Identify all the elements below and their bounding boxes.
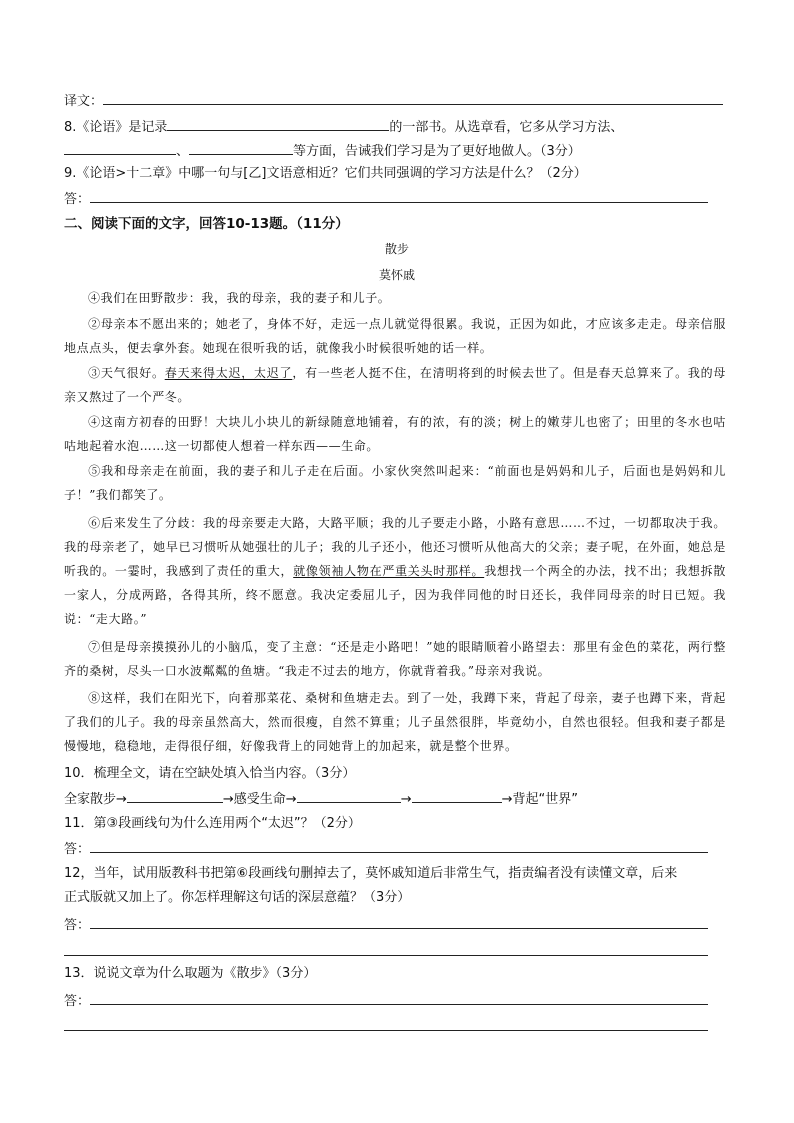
q10-blank-3[interactable]	[412, 788, 502, 803]
q13-extra-answer-rule[interactable]	[64, 1030, 708, 1031]
q9-answer-blank[interactable]	[90, 188, 708, 203]
q10-blank-1[interactable]	[127, 788, 223, 803]
essay-paragraph-1	[64, 286, 726, 310]
q10-flow-3: →	[400, 792, 412, 807]
q7-answer-blank[interactable]	[103, 90, 723, 105]
q8-text-3: 、	[176, 144, 190, 159]
essay-paragraph-6-text-b: 我想找一个两全的办法，找不出；我想拆散一家人，分成两路，各得其所，终不愿意。我决定委屈儿子，因为我伴同他的时日还长，我伴同母亲的时日已短。我说：“走大路。”	[64, 564, 726, 626]
q8-blank-3[interactable]	[189, 140, 293, 155]
q7-translation-line	[64, 90, 723, 112]
q8-text-1: 8.《论语》是记录	[64, 120, 168, 135]
q10-flow-1: 全家散步→	[64, 792, 127, 807]
essay-paragraph-1-text: ④我们在田野散步：我，我的母亲，我的妻子和儿子。	[88, 291, 391, 305]
essay-paragraph-3-text-a: ③天气很好。	[88, 366, 165, 380]
essay-title: 散步	[384, 242, 409, 256]
essay-paragraph-6-text-a: ⑥后来发生了分歧：我的母亲要走大路，大路平顺；我的儿子要走小路，小路有意思……不过，一切都取决于我。我的母亲老了，她早已习惯听从她强壮的儿子；我的儿子还小，他还习惯听从他高大的父亲；妻子呢，在外面，她总是听我的。一霎时，我感到了责任的重大，	[64, 516, 726, 578]
q8-line-1	[64, 116, 623, 138]
q10-flow-line	[64, 788, 578, 810]
essay-paragraph-3-underlined: 春天来得太迟，太迟了	[164, 366, 293, 380]
q13-answer-line	[64, 990, 708, 1012]
q10-question: 10．梳理全文，请在空缺处填入恰当内容。（3分）	[64, 766, 356, 781]
essay-paragraph-3	[64, 361, 726, 409]
q10-flow-2: →感受生命→	[222, 792, 297, 807]
q11-answer-line	[64, 838, 708, 860]
q13-question: 13．说说文章为什么取题为《散步》（3分）	[64, 966, 317, 981]
essay-paragraph-6-underlined: 就像领袖人物在严重关头时那样。	[293, 564, 485, 578]
essay-paragraph-5	[64, 459, 726, 507]
essay-paragraph-7-text: ⑦但是母亲摸摸孙儿的小脑瓜，变了主意：“还是走小路吧！”她的眼睛顺着小路望去：那里有金色的菜花，两行整齐的桑树，尽头一口水波粼粼的鱼塘。“我走不过去的地方，你就背着我。”母亲对我说。	[64, 640, 726, 678]
essay-paragraph-6	[64, 511, 726, 631]
essay-paragraph-8-text: ⑧这样，我们在阳光下，向着那菜花、桑树和鱼塘走去。到了一处，我蹲下来，背起了母亲，妻子也蹲下来，背起了我们的儿子。我的母亲虽然高大，然而很瘦，自然不算重；儿子虽然很胖，毕竟幼小，自然也很轻。但我和妻子都是慢慢地，稳稳地，走得很仔细，好像我背上的同她背上的加起来，就是整个世界。	[64, 691, 726, 753]
essay-paragraph-8	[64, 686, 726, 758]
q12-answer-blank[interactable]	[90, 914, 708, 929]
q11-answer-blank[interactable]	[90, 838, 708, 853]
q12-answer-label: 答：	[64, 918, 91, 933]
q9-answer-line	[64, 188, 708, 210]
q9-answer-label: 答：	[64, 192, 91, 207]
essay-paragraph-2	[64, 312, 726, 360]
essay-paragraph-2-text: ②母亲本不愿出来的；她老了，身体不好，走远一点儿就觉得很累。我说，正因为如此，才应该多走走。母亲信服地点点头，便去拿外套。她现在很听我的话，就像我小时候很听她的话一样。	[64, 317, 726, 355]
q10-flow-4: →背起“世界”	[501, 792, 578, 807]
essay-paragraph-7	[64, 635, 726, 683]
q13-answer-blank[interactable]	[90, 990, 708, 1005]
essay-paragraph-3-text-b: ，有一些老人挺不住，在清明将到的时候去世了。但是春天总算来了。我的母亲又熬过了一个严冬。	[64, 366, 726, 404]
q8-blank-2[interactable]	[64, 140, 176, 155]
q8-blank-1[interactable]	[167, 116, 389, 131]
q11-answer-label: 答：	[64, 842, 91, 857]
q8-line-2	[64, 140, 581, 162]
essay-paragraph-4	[64, 410, 726, 458]
q12-answer-line	[64, 914, 708, 936]
section-2-heading: 二、阅读下面的文字，回答10-13题。（11分）	[64, 216, 349, 232]
q12-extra-answer-rule[interactable]	[64, 955, 708, 956]
q12-question-line-2: 正式版就又加上了。你怎样理解这句话的深层意蕴？（3分）	[64, 890, 411, 905]
q8-text-4: 等方面，告诫我们学习是为了更好地做人。（3分）	[293, 144, 581, 159]
q11-question: 11．第③段画线句为什么连用两个“太迟”？（2分）	[64, 816, 361, 831]
q8-text-2: 的一部书。从选章看，它多从学习方法、	[389, 120, 624, 135]
q7-label: 译文：	[64, 94, 104, 109]
q9-question: 9.《论语>十二章》中哪一句与[乙]文语意相近？它们共同强调的学习方法是什么？（2分）	[64, 166, 587, 181]
q10-blank-2[interactable]	[297, 788, 401, 803]
essay-paragraph-5-text: ⑤我和母亲走在前面，我的妻子和儿子走在后面。小家伙突然叫起来：“前面也是妈妈和儿子，后面也是妈妈和儿子！”我们都笑了。	[64, 464, 726, 502]
q13-answer-label: 答：	[64, 994, 91, 1009]
q12-question-line-1: 12，当年，试用版教科书把第⑥段画线句删掉去了，莫怀戚知道后非常生气，指责编者没有读懂文章，后来	[64, 866, 678, 881]
essay-author: 莫怀戚	[378, 268, 415, 282]
essay-paragraph-4-text: ④这南方初春的田野！大块儿小块儿的新绿随意地铺着，有的浓，有的淡；树上的嫩芽儿也密了；田里的冬水也咕咕地起着水泡……这一切都使人想着一样东西——生命。	[64, 415, 726, 453]
